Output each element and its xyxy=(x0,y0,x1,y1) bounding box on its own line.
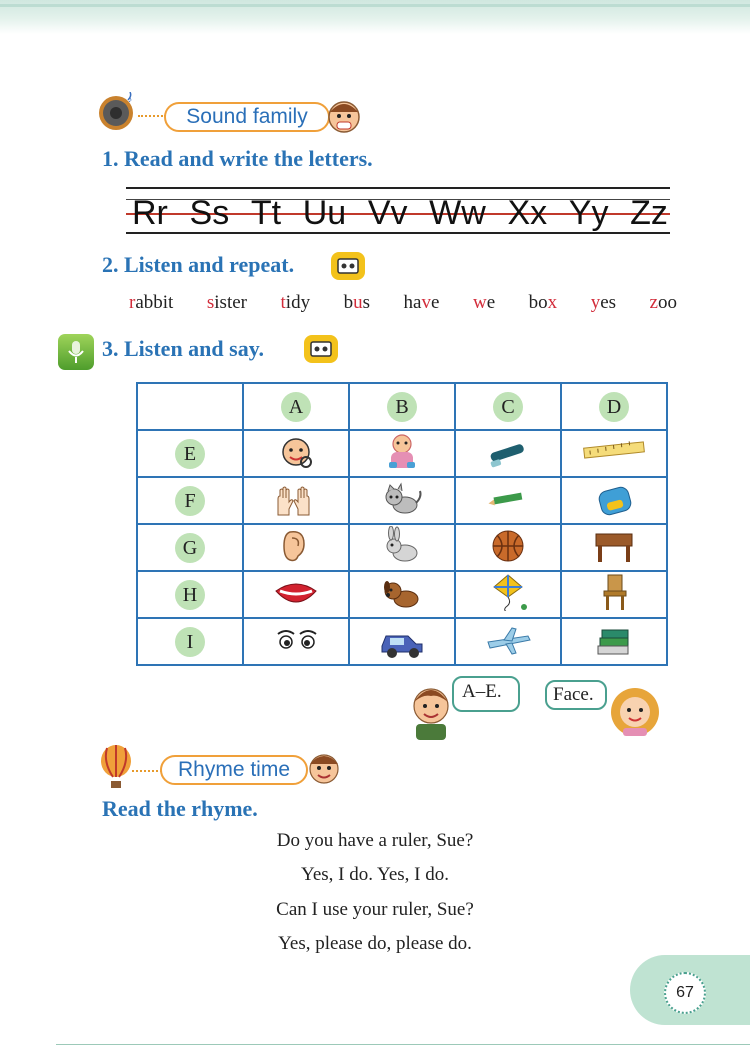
column-header xyxy=(349,383,455,430)
word-part: e xyxy=(486,292,496,313)
highlighted-letter: s xyxy=(206,292,215,313)
rhyme-time-banner xyxy=(160,755,308,785)
highlighted-letter: x xyxy=(547,292,558,313)
letter-pair: Uu xyxy=(302,194,347,232)
highlighted-letter: y xyxy=(590,292,601,313)
picture-cell xyxy=(455,571,561,618)
picture-cell xyxy=(455,524,561,571)
speech-bubble-boy xyxy=(452,676,520,712)
rhyme-line: Yes, please do, please do. xyxy=(278,933,472,954)
marker-pen-icon xyxy=(484,432,532,470)
speaker-icon xyxy=(98,92,138,132)
row-label: E xyxy=(175,439,205,469)
top-decorative-band xyxy=(0,0,750,34)
picture-cell xyxy=(561,571,667,618)
grid-header-row xyxy=(137,383,667,430)
picture-cell xyxy=(349,477,455,524)
ruler-icon xyxy=(582,432,646,470)
picture-cell xyxy=(243,618,349,665)
column-label: B xyxy=(387,392,417,422)
column-label: A xyxy=(281,392,311,422)
row-header xyxy=(137,571,243,618)
grid-row xyxy=(137,430,667,477)
desk-icon xyxy=(590,526,638,564)
word-part: ha xyxy=(403,292,422,313)
word-part: e xyxy=(430,292,440,313)
row-header xyxy=(137,430,243,477)
column-label: D xyxy=(599,392,629,422)
boy-avatar xyxy=(406,680,456,740)
highlighted-letter: w xyxy=(472,292,487,313)
sound-family-banner xyxy=(164,102,330,132)
picture-cell xyxy=(243,430,349,477)
row-header xyxy=(137,524,243,571)
page-number: 67 xyxy=(676,984,694,1001)
kite-icon xyxy=(484,573,532,611)
column-header xyxy=(243,383,349,430)
speech-bubble-girl-text: Face. xyxy=(553,684,594,705)
picture-cell xyxy=(243,477,349,524)
rabbit-icon xyxy=(378,526,426,564)
microphone-icon xyxy=(58,334,94,370)
picture-grid xyxy=(136,382,668,666)
picture-cell xyxy=(561,477,667,524)
letter-pair: Tt xyxy=(250,194,282,232)
car-icon xyxy=(378,620,426,658)
word-part: ister xyxy=(214,292,247,313)
row-label: H xyxy=(175,580,205,610)
picture-cell xyxy=(243,524,349,571)
rhyme-line: Yes, I do. Yes, I do. xyxy=(301,864,449,885)
word-list xyxy=(129,292,677,314)
rhyme-line: Do you have a ruler, Sue? xyxy=(276,830,474,851)
hot-air-balloon-icon xyxy=(98,744,134,790)
column-label: C xyxy=(493,392,523,422)
row-label: G xyxy=(175,533,205,563)
backpack-icon xyxy=(590,479,638,517)
q1-heading: 1. Read and write the letters. xyxy=(102,146,373,171)
q3-heading: 3. Listen and say. xyxy=(102,336,264,361)
word-part: oo xyxy=(657,292,677,313)
picture-cell xyxy=(349,430,455,477)
letter-pair: Ww xyxy=(429,194,486,232)
phonics-word xyxy=(129,292,173,314)
cat-icon xyxy=(378,479,426,517)
pencil-icon xyxy=(484,479,532,517)
q2-heading: 2. Listen and repeat. xyxy=(102,252,295,277)
speech-bubble-girl xyxy=(545,680,607,710)
word-part: s xyxy=(362,292,371,313)
row-header xyxy=(137,477,243,524)
phonics-word xyxy=(344,292,370,314)
grid-corner-cell xyxy=(137,383,243,430)
face-icon xyxy=(272,432,320,470)
girl-avatar xyxy=(606,684,664,736)
picture-cell xyxy=(455,618,561,665)
phonics-word xyxy=(281,292,311,314)
letters-row xyxy=(132,187,668,232)
highlighted-letter: t xyxy=(280,292,286,313)
letter-pair: Rr xyxy=(132,194,168,232)
cassette-icon[interactable] xyxy=(304,335,338,363)
picture-cell xyxy=(349,571,455,618)
hands-icon xyxy=(272,479,320,517)
letter-pair: Vv xyxy=(367,194,408,232)
phonics-word xyxy=(529,292,558,314)
picture-cell xyxy=(455,430,561,477)
dog-icon xyxy=(378,573,426,611)
row-header xyxy=(137,618,243,665)
picture-cell xyxy=(243,571,349,618)
grid-row xyxy=(137,618,667,665)
sound-family-title: Sound family xyxy=(186,105,308,128)
highlighted-letter: u xyxy=(353,292,363,313)
mouth-icon xyxy=(272,573,320,611)
rhyme-time-title: Rhyme time xyxy=(177,758,291,781)
boy-face-icon xyxy=(324,96,364,136)
rhyme-heading: Read the rhyme. xyxy=(102,796,258,821)
letter-pair: Ss xyxy=(189,194,230,232)
bottom-rule xyxy=(56,1044,750,1045)
baby-icon xyxy=(378,432,426,470)
eyes-icon xyxy=(272,620,320,658)
airplane-icon xyxy=(484,620,532,658)
highlighted-letter: z xyxy=(649,292,658,313)
phonics-word xyxy=(207,292,247,314)
picture-cell xyxy=(349,618,455,665)
highlighted-letter: v xyxy=(421,292,431,313)
word-part: b xyxy=(343,292,354,313)
phonics-word xyxy=(404,292,440,314)
picture-cell xyxy=(561,618,667,665)
rhyme-line: Can I use your ruler, Sue? xyxy=(276,899,474,920)
chair-icon xyxy=(590,573,638,611)
row-label: F xyxy=(175,486,205,516)
grid-row xyxy=(137,524,667,571)
svg-text:♪: ♪ xyxy=(128,95,132,104)
page-number-badge xyxy=(664,972,706,1014)
grid-row xyxy=(137,477,667,524)
column-header xyxy=(561,383,667,430)
picture-cell xyxy=(455,477,561,524)
letter-pair: Yy xyxy=(568,194,609,232)
word-part: abbit xyxy=(135,292,174,313)
word-part: idy xyxy=(285,292,311,313)
speech-bubble-boy-text: A–E. xyxy=(462,681,502,702)
highlighted-letter: r xyxy=(129,292,136,313)
picture-cell xyxy=(349,524,455,571)
cassette-icon[interactable] xyxy=(331,252,365,280)
basketball-icon xyxy=(484,526,532,564)
row-label: I xyxy=(175,627,205,657)
letter-pair: Zz xyxy=(630,194,668,232)
phonics-word xyxy=(591,292,616,314)
word-part: bo xyxy=(528,292,548,313)
phonics-word xyxy=(650,292,677,314)
ear-icon xyxy=(272,526,320,564)
picture-cell xyxy=(561,524,667,571)
handwriting-lines xyxy=(126,187,670,235)
phonics-word xyxy=(473,292,495,314)
banner-dotted-line xyxy=(132,770,162,772)
picture-cell xyxy=(561,430,667,477)
column-header xyxy=(455,383,561,430)
letter-pair: Xx xyxy=(507,194,548,232)
boy-face-icon xyxy=(304,750,344,786)
grid-row xyxy=(137,571,667,618)
banner-dotted-line xyxy=(138,115,166,117)
books-icon xyxy=(590,620,638,658)
word-part: es xyxy=(600,292,617,313)
